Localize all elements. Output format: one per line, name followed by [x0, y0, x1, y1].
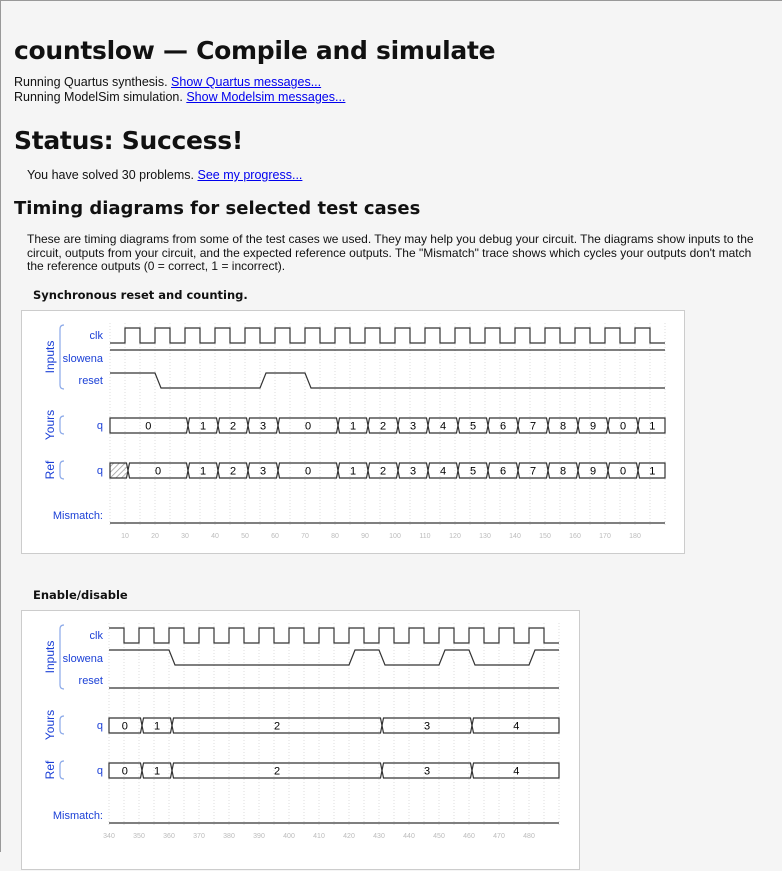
tick-label: 370: [193, 833, 205, 840]
tick-label: 170: [599, 533, 611, 540]
signal-label-reset: reset: [78, 375, 103, 387]
group-label-inputs: Inputs: [43, 340, 57, 374]
tick-label: 350: [133, 833, 145, 840]
tick-label: 50: [241, 533, 249, 540]
tick-label: 160: [569, 533, 581, 540]
tick-label: 480: [523, 833, 535, 840]
ref-q-value: 5: [469, 465, 477, 478]
ref-q-value: 9: [589, 465, 597, 478]
yours-q-value: 2: [379, 420, 387, 433]
tick-label: 150: [539, 533, 551, 540]
yours-q-value: 4: [439, 420, 447, 433]
ref-q-segment: [110, 463, 128, 478]
signal-label-yours-q: q: [96, 720, 103, 732]
tick-label: 70: [301, 533, 309, 540]
ref-q-value: 0: [304, 465, 312, 478]
quartus-text: Running Quartus synthesis.: [14, 75, 168, 89]
yours-q-value: 0: [619, 420, 627, 433]
clk-waveform: [110, 328, 665, 343]
diagram-caption: Synchronous reset and counting.: [33, 288, 248, 302]
group-label-yours: Yours: [43, 709, 57, 741]
tick-label: 420: [343, 833, 355, 840]
ref-q-value: 4: [513, 765, 520, 778]
tick-label: 140: [509, 533, 521, 540]
signal-label-ref-q: q: [96, 465, 103, 477]
bracket-icon: [60, 761, 64, 779]
ref-q-value: 1: [199, 465, 207, 478]
bracket-icon: [60, 716, 64, 734]
timing-title: Timing diagrams for selected test cases: [14, 198, 421, 219]
yours-q-value: 3: [423, 720, 431, 733]
timing-diagram-1: [21, 310, 685, 554]
modelsim-status: [14, 90, 345, 104]
tick-label: 460: [463, 833, 475, 840]
yours-q-value: 0: [145, 420, 152, 433]
diagram-caption: Enable/disable: [33, 588, 128, 602]
tick-label: 90: [361, 533, 369, 540]
solved-text: You have solved 30 problems.: [27, 168, 195, 182]
group-label-ref: Ref: [43, 460, 57, 480]
timing-diagram-svg: [22, 311, 686, 555]
page-title: countslow — Compile and simulate: [14, 36, 496, 65]
tick-label: 80: [331, 533, 339, 540]
tick-label: 340: [103, 833, 115, 840]
status-title: Status: Success!: [14, 126, 243, 155]
signal-label-mismatch: Mismatch:: [52, 510, 103, 522]
tick-label: 400: [283, 833, 295, 840]
ref-q-value: 2: [379, 465, 387, 478]
yours-q-value: 9: [589, 420, 597, 433]
yours-q-value: 8: [559, 420, 567, 433]
bracket-icon: [60, 416, 64, 434]
yours-q-value: 1: [349, 420, 357, 433]
signal-label-mismatch: Mismatch:: [52, 810, 103, 822]
ref-q-value: 0: [619, 465, 627, 478]
solved-status: [27, 168, 302, 182]
tick-label: 450: [433, 833, 445, 840]
timing-description: These are timing diagrams from some of the test cases we used. They may help you debug your circuit. The diagrams show inputs to the circuit, outputs from your circuit, and the expected reference outputs. The "Mismatch" trace shows which cycles your outputs don't match the reference outputs (0 = correct, 1 = incorrect).: [27, 232, 754, 273]
ref-q-value: 3: [409, 465, 417, 478]
signal-label-slowena: slowena: [62, 353, 103, 365]
yours-q-value: 1: [199, 420, 207, 433]
tick-label: 40: [211, 533, 219, 540]
yours-q-value: 2: [273, 720, 281, 733]
group-label-ref: Ref: [43, 760, 57, 780]
tick-label: 440: [403, 833, 415, 840]
tick-label: 130: [479, 533, 491, 540]
modelsim-text: Running ModelSim simulation.: [14, 90, 183, 104]
yours-q-value: 7: [529, 420, 537, 433]
tick-label: 380: [223, 833, 235, 840]
signal-label-clk: clk: [89, 330, 103, 342]
timing-diagram-2: [21, 610, 580, 870]
tick-label: 30: [181, 533, 189, 540]
signal-label-clk: clk: [89, 630, 103, 642]
yours-q-value: 1: [153, 720, 161, 733]
yours-q-value: 3: [409, 420, 417, 433]
timing-diagram-svg: [22, 611, 581, 871]
signal-label-yours-q: q: [96, 420, 103, 432]
tick-label: 120: [449, 533, 461, 540]
ref-q-value: 0: [154, 465, 162, 478]
quartus-status: [14, 75, 321, 89]
tick-label: 390: [253, 833, 265, 840]
tick-label: 180: [629, 533, 641, 540]
ref-q-value: 7: [529, 465, 537, 478]
ref-q-value: 6: [499, 465, 507, 478]
tick-label: 20: [151, 533, 159, 540]
ref-q-value: 8: [559, 465, 567, 478]
group-label-yours: Yours: [43, 409, 57, 441]
yours-q-value: 2: [229, 420, 237, 433]
signal-label-ref-q: q: [96, 765, 103, 777]
tick-label: 360: [163, 833, 175, 840]
ref-q-value: 1: [649, 465, 656, 478]
tick-label: 470: [493, 833, 505, 840]
show-modelsim-messages-link[interactable]: Show Modelsim messages...: [186, 90, 346, 104]
ref-q-value: 1: [349, 465, 357, 478]
show-quartus-messages-link[interactable]: Show Quartus messages...: [171, 75, 322, 89]
group-label-inputs: Inputs: [43, 640, 57, 674]
ref-q-value: 3: [423, 765, 431, 778]
see-my-progress-link[interactable]: See my progress...: [197, 168, 303, 182]
reset-waveform: [110, 373, 665, 388]
tick-label: 110: [419, 533, 431, 540]
yours-q-value: 6: [499, 420, 507, 433]
ref-q-value: 3: [259, 465, 267, 478]
signal-label-slowena: slowena: [62, 653, 103, 665]
yours-q-value: 4: [513, 720, 520, 733]
ref-q-value: 1: [153, 765, 161, 778]
yours-q-value: 1: [649, 420, 656, 433]
tick-label: 410: [313, 833, 325, 840]
clk-waveform: [109, 628, 559, 643]
yours-q-value: 5: [469, 420, 477, 433]
ref-q-value: 2: [273, 765, 281, 778]
yours-q-value: 0: [121, 720, 128, 733]
tick-label: 10: [121, 533, 129, 540]
bracket-icon: [60, 461, 64, 479]
yours-q-value: 0: [304, 420, 312, 433]
signal-label-reset: reset: [78, 675, 103, 687]
ref-q-value: 4: [439, 465, 447, 478]
ref-q-value: 0: [121, 765, 128, 778]
tick-label: 100: [389, 533, 401, 540]
yours-q-value: 3: [259, 420, 267, 433]
tick-label: 60: [271, 533, 279, 540]
ref-q-value: 2: [229, 465, 237, 478]
tick-label: 430: [373, 833, 385, 840]
